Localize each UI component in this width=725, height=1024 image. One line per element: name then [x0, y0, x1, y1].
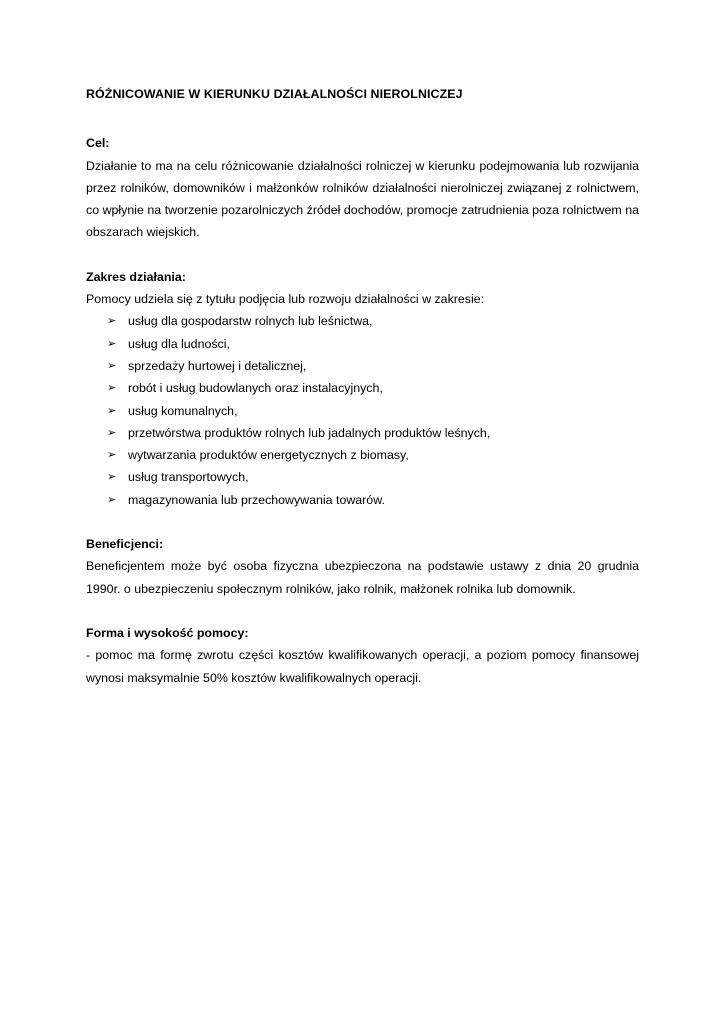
arrow-bullet-icon: ➢ — [107, 404, 117, 417]
list-item-text: usług transportowych, — [128, 470, 249, 485]
list-item — [86, 444, 639, 466]
goal-heading: Cel: — [86, 136, 110, 151]
support-section — [86, 622, 639, 689]
list-item — [86, 466, 639, 488]
list-item-text: robót i usług budowlanych oraz instalacyjnych, — [128, 381, 383, 396]
goal-section — [86, 132, 639, 243]
arrow-bullet-icon: ➢ — [107, 449, 117, 462]
list-item-text: sprzedaży hurtowej i detalicznej, — [128, 358, 307, 373]
beneficiaries-heading: Beneficjenci: — [86, 537, 164, 552]
arrow-bullet-icon: ➢ — [107, 426, 117, 439]
arrow-bullet-icon: ➢ — [107, 382, 117, 395]
arrow-bullet-icon: ➢ — [107, 315, 117, 328]
scope-intro: Pomocy udziela się z tytułu podjęcia lub rozwoju działalności w zakresie: — [86, 292, 485, 307]
scope-section — [86, 266, 639, 511]
scope-heading: Zakres działania: — [86, 269, 186, 284]
list-item-text: usług komunalnych, — [128, 403, 238, 418]
support-heading: Forma i wysokość pomocy: — [86, 625, 249, 640]
list-item — [86, 377, 639, 399]
beneficiaries-text: Beneficjentem może być osoba fizyczna ubezpieczona na podstawie ustawy z dnia 20 grudnia 1990r. o ubezpieczeniu społecznym rolników, jako rolnik, małżonek rolnika lub domownik. — [86, 559, 639, 596]
list-item-text: usług dla ludności, — [128, 336, 230, 351]
beneficiaries-section — [86, 533, 639, 600]
list-item-text: usług dla gospodarstw rolnych lub leśnictwa, — [128, 314, 373, 329]
list-item — [86, 422, 639, 444]
list-item-text: magazynowania lub przechowywania towarów. — [128, 492, 385, 507]
support-text: - pomoc ma formę zwrotu części kosztów kwalifikowanych operacji, a poziom pomocy finansowej wynosi maksymalnie 50% kosztów kwalifikowalnych operacji. — [86, 648, 639, 685]
arrow-bullet-icon: ➢ — [107, 337, 117, 350]
list-item — [86, 400, 639, 422]
list-item — [86, 355, 639, 377]
arrow-bullet-icon: ➢ — [107, 359, 117, 372]
document-title: RÓŻNICOWANIE W KIERUNKU DZIAŁALNOŚCI NIEROLNICZEJ — [86, 87, 463, 101]
scope-list — [86, 310, 639, 511]
arrow-bullet-icon: ➢ — [107, 493, 117, 506]
list-item-text: przetwórstwa produktów rolnych lub jadalnych produktów leśnych, — [128, 425, 491, 440]
goal-text: Działanie to ma na celu różnicowanie działalności rolniczej w kierunku podejmowania lub rozwijania przez rolników, domowników i małżonków rolników działalności nierolniczej związanej z rolnictwem, co wpłynie na tworzenie pozarolniczych źródeł dochodów, promocje zatrudnienia poza rolnictwem na obszarach wiejskich. — [86, 158, 639, 240]
list-item — [86, 489, 639, 511]
arrow-bullet-icon: ➢ — [107, 471, 117, 484]
list-item-text: wytwarzania produktów energetycznych z biomasy, — [128, 448, 409, 463]
list-item — [86, 310, 639, 332]
document-page — [86, 83, 639, 689]
list-item — [86, 333, 639, 355]
